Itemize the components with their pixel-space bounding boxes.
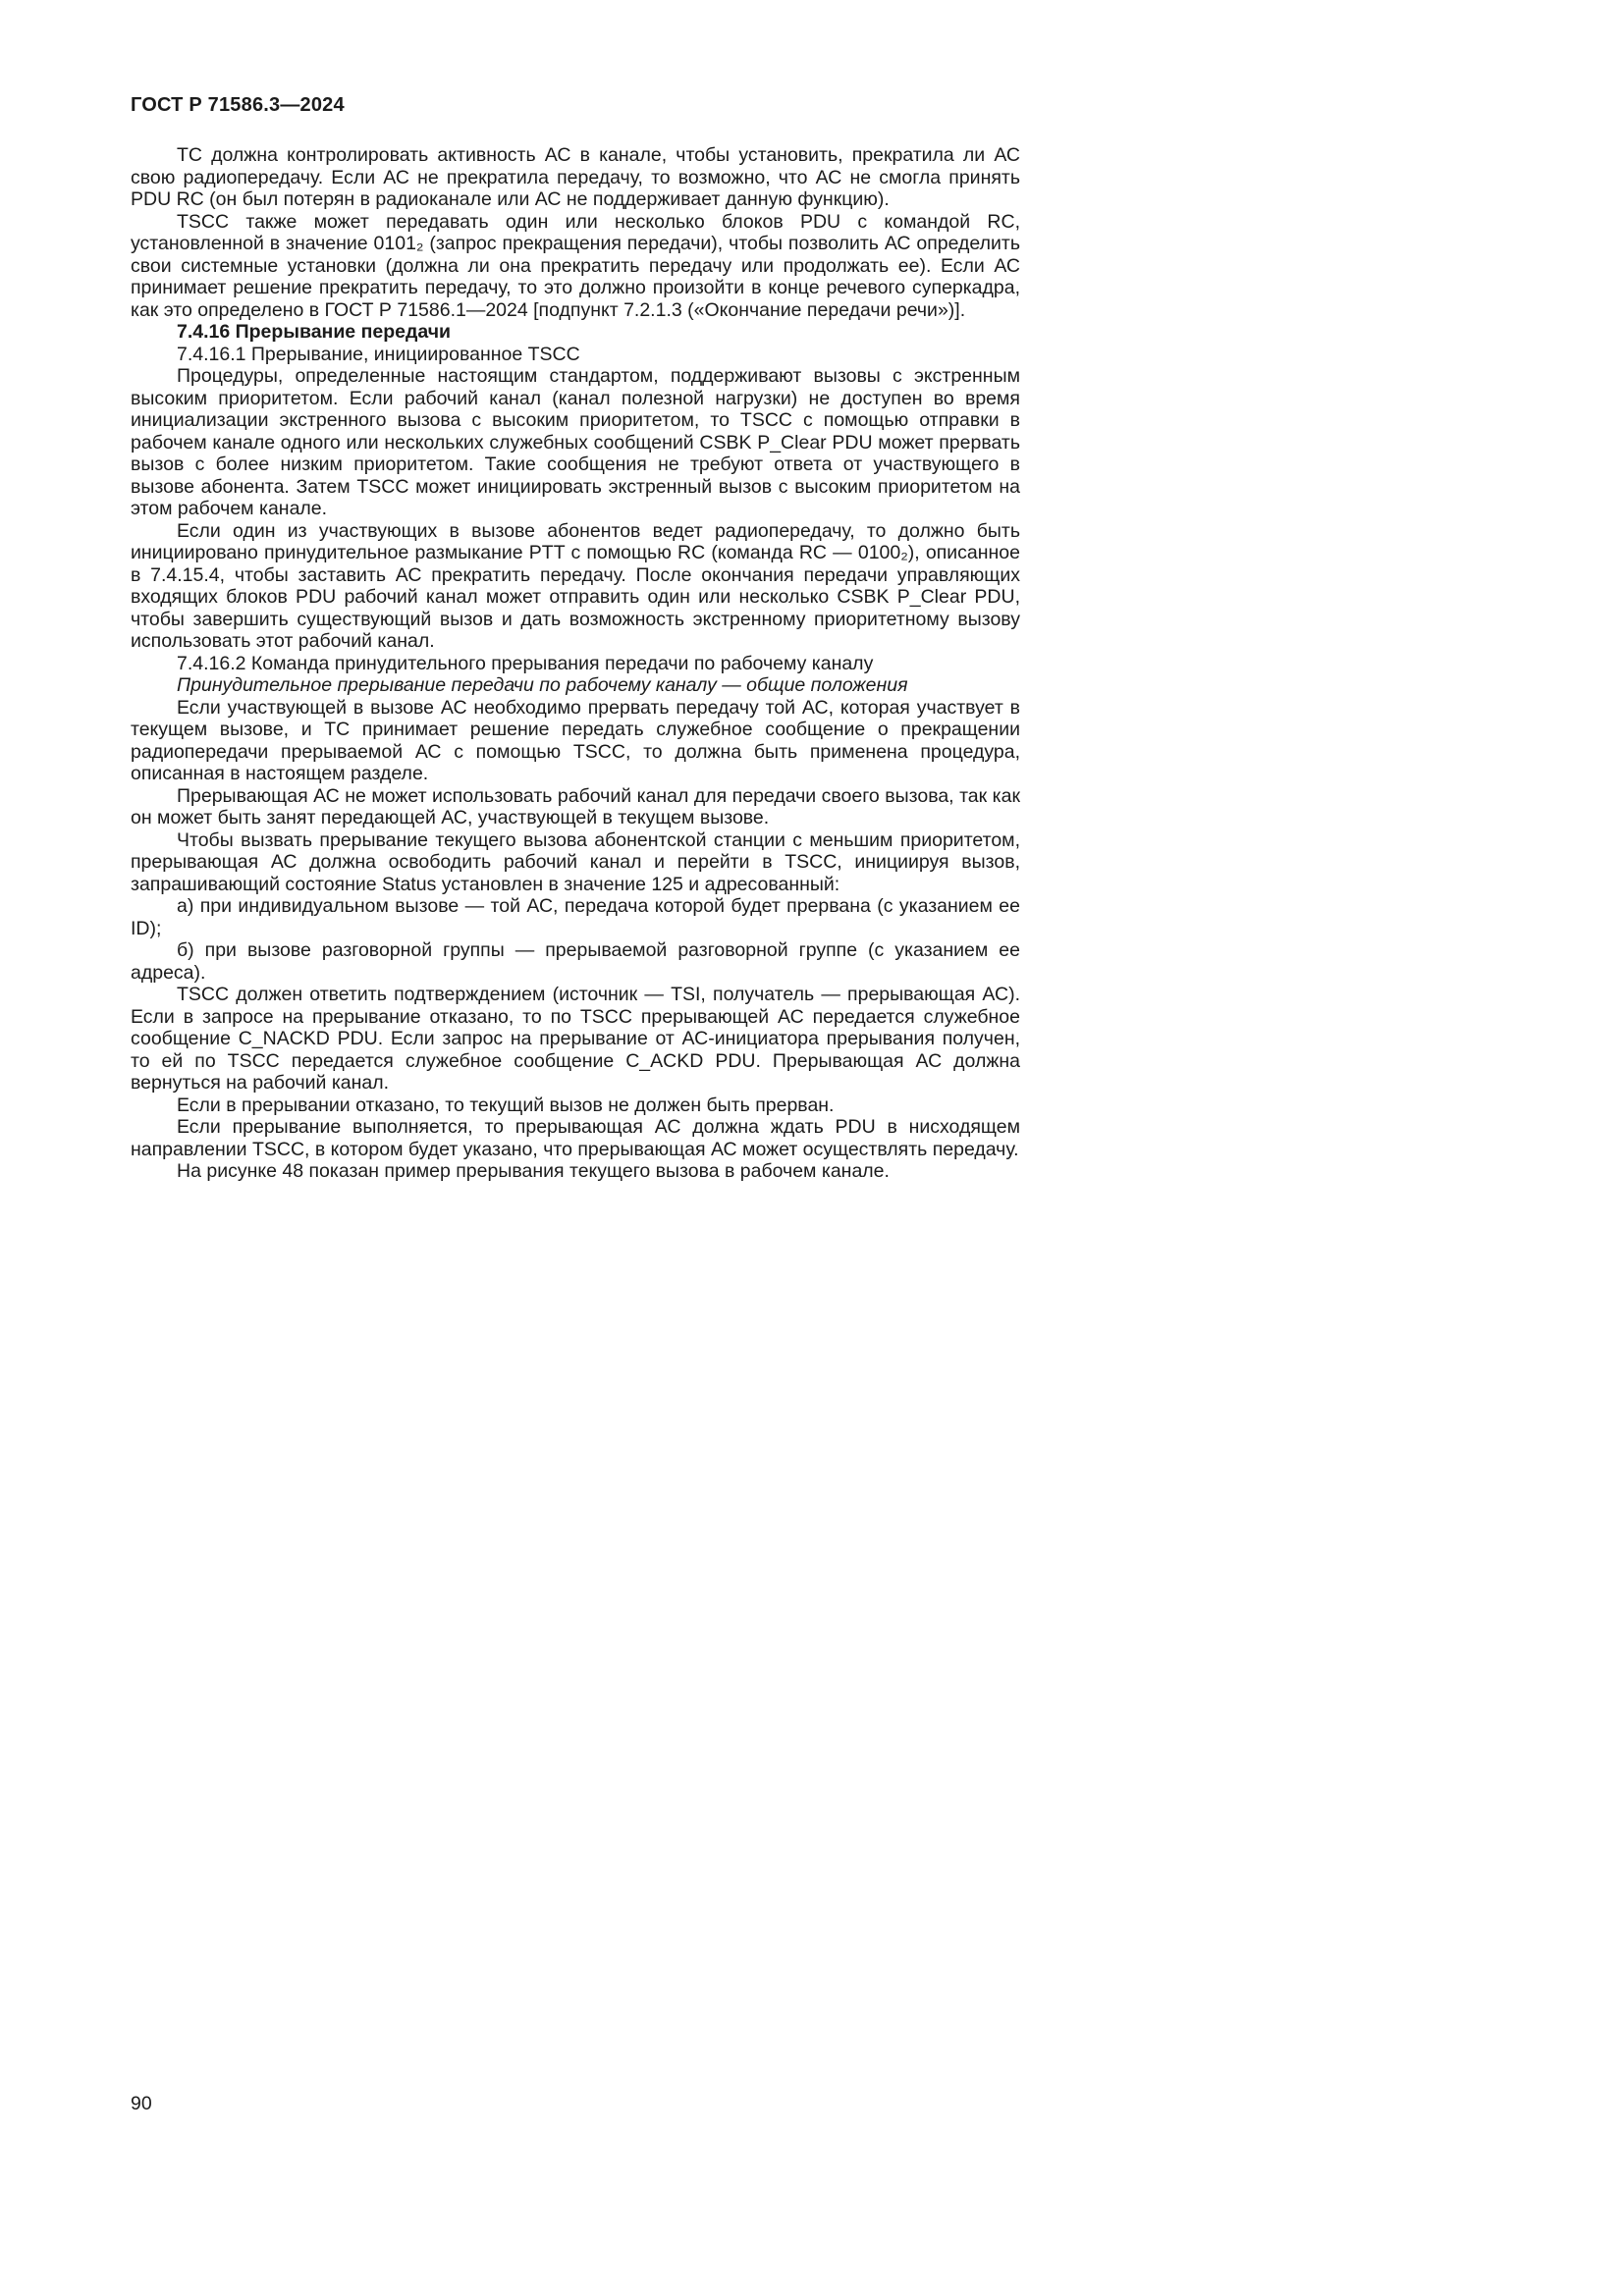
paragraph: Чтобы вызвать прерывание текущего вызова абонентской станции с меньшим приоритетом, прерывающая АС должна освободить рабочий канал и перейти в TSCC, инициируя вызов, запрашивающий состояние Status установлен в значение 125 и адресованный:: [131, 828, 1020, 895]
paragraph: Если участвующей в вызове АС необходимо прервать передачу той АС, которая участвует в текущем вызове, и ТС принимает решение передать служебное сообщение о прекращении радиопередачи прерываемой АС с помощью TSCC, то должна быть применена процедура, описанная в настоящем разделе.: [131, 696, 1020, 784]
clause-heading: 7.4.16.2 Команда принудительного прерывания передачи по рабочему каналу: [177, 652, 874, 674]
paragraph: На рисунке 48 показан пример прерывания текущего вызова в рабочем канале.: [177, 1160, 890, 1182]
paragraph: TSCC должен ответить подтверждением (источник — TSI, получатель — прерывающая АС). Если в запросе на прерывание отказано, то по TSCC прерывающей АС передается служебное сообщение C_NACKD PDU. Если запрос на прерывание от АС-инициатора прерывания получен, то ей по TSCC передается служебное сообщение C_ACKD PDU. Прерывающая АС должна вернуться на рабочий канал.: [131, 984, 1020, 1094]
clause-heading: 7.4.16.1 Прерывание, инициированное TSCC: [177, 343, 580, 365]
page-number: 90: [131, 2093, 152, 2114]
document-body: [131, 144, 1020, 1183]
section-heading: 7.4.16 Прерывание передачи: [177, 321, 451, 343]
paragraph: Если в прерывании отказано, то текущий вызов не должен быть прерван.: [177, 1094, 835, 1116]
running-header: ГОСТ Р 71586.3—2024: [131, 94, 345, 116]
subclause-title: Принудительное прерывание передачи по рабочему каналу — общие положения: [177, 674, 908, 696]
paragraph: Если прерывание выполняется, то прерывающая АС должна ждать PDU в нисходящем направлении TSCC, в котором будет указано, что прерывающая АС может осуществлять передачу.: [131, 1116, 1020, 1160]
list-item: б) при вызове разговорной группы — прерываемой разговорной группе (с указанием ее адреса).: [131, 939, 1020, 984]
paragraph: Если один из участвующих в вызове абонентов ведет радиопередачу, то должно быть инициировано принудительное размыкание PTT с помощью RC (команда RC — 0100₂), описанное в 7.4.15.4, чтобы заставить АС прекратить передачу. После окончания передачи управляющих входящих блоков PDU рабочий канал может отправить один или несколько CSBK P_Clear PDU, чтобы завершить существующий вызов и дать возможность экстренному приоритетному вызову использовать этот рабочий канал.: [131, 519, 1020, 652]
paragraph: TSCC также может передавать один или несколько блоков PDU с командой RC, установленной в значение 0101₂ (запрос прекращения передачи), чтобы позволить АС определить свои системные установки (должна ли она прекратить передачу или продолжать ее). Если АС принимает решение прекратить передачу, то это должно произойти в конце речевого суперкадра, как это определено в ГОСТ Р 71586.1—2024 [подпункт 7.2.1.3 («Окончание передачи речи»)].: [131, 210, 1020, 321]
paragraph: ТС должна контролировать активность АС в канале, чтобы установить, прекратила ли АС свою радиопередачу. Если АС не прекратила передачу, то возможно, что АС не смогла принять PDU RC (он был потерян в радиоканале или АС не поддерживает данную функцию).: [131, 144, 1020, 210]
list-item: а) при индивидуальном вызове — той АС, передача которой будет прервана (с указанием ее ID);: [131, 895, 1020, 939]
paragraph: Процедуры, определенные настоящим стандартом, поддерживают вызовы с экстренным высоким приоритетом. Если рабочий канал (канал полезной нагрузки) не доступен во время инициализации экстренного вызова с высоким приоритетом, то TSCC с помощью отправки в рабочем канале одного или нескольких служебных сообщений CSBK P_Clear PDU может прервать вызов с более низким приоритетом. Такие сообщения не требуют ответа от участвующего в вызове абонента. Затем TSCC может инициировать экстренный вызов с высоким приоритетом на этом рабочем канале.: [131, 365, 1020, 519]
paragraph: Прерывающая АС не может использовать рабочий канал для передачи своего вызова, так как он может быть занят передающей АС, участвующей в текущем вызове.: [131, 784, 1020, 828]
